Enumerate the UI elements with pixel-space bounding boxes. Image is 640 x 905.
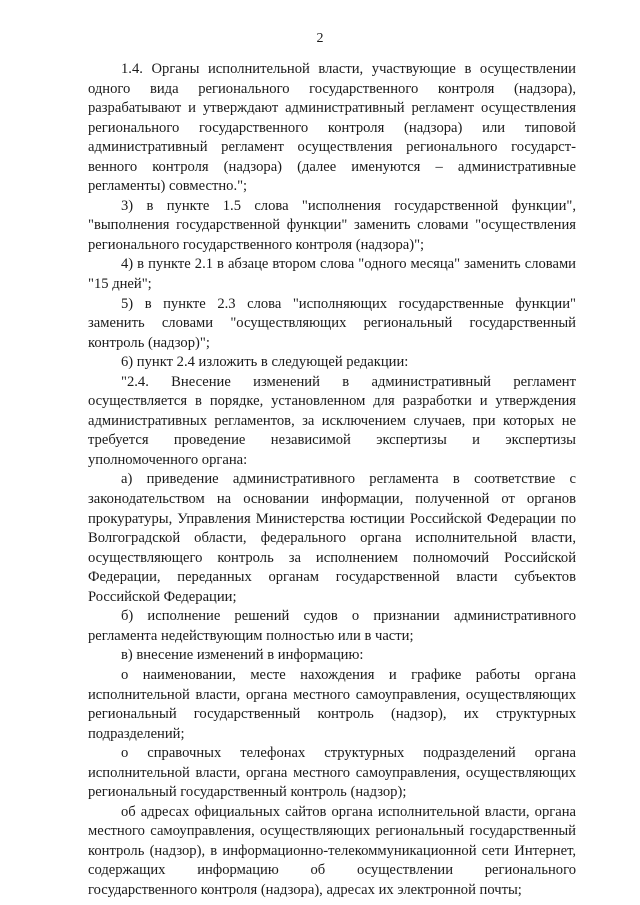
paragraph-2-4-amendments: "2.4. Внесение изменений в административный регламент осуществляется в порядке, установленном для разработки и утверждения административных регламентов, за исключением случаев, при которых не требуется проведение независимой экспертизы и экспертизы уполномоченного органа:	[88, 373, 576, 468]
paragraph-official-websites: об адресах официальных сайтов органа исполнительной власти, органа местного самоуправления, осуществляющих региональный государственный контроль (надзор), в информационно-телекоммуникационной сети Интернет, содержащих информацию об осуществлении регионального государственного контроля (надзора), адресах их электронной почты;	[88, 803, 576, 898]
paragraph-4-clause-2-1: 4) в пункте 2.1 в абзаце втором слова "одного месяца" заменить словами "15 дней";	[88, 256, 576, 293]
document-body	[88, 60, 576, 901]
paragraph-1-4-organs: 1.4. Органы исполнительной власти, участвующие в осуществлении одного вида регионального государственного контроля (надзора), разрабатывают и утверждают административный регламент осуществления регионального государственного контроля (надзора) или типовой административный регламент осуществления регионального государственного контроля (надзора) (далее именуются – административные регламенты) совместно.";	[88, 61, 576, 195]
paragraph-3-clause-1-5: 3) в пункте 1.5 слова "исполнения государственной функции", "выполнения государственной функции" заменить словами "осуществления регионального государственного контроля (надзора)";	[88, 197, 576, 253]
paragraph-b-court-decisions: б) исполнение решений судов о признании административного регламента недействующим полностью или в части;	[88, 608, 576, 644]
paragraph-reference-phones: о справочных телефонах структурных подразделений органа исполнительной власти, органа местного самоуправления, осуществляющих региональный государственный контроль (надзор);	[88, 745, 576, 801]
paragraph-name-location-schedule: о наименовании, месте нахождения и графике работы органа исполнительной власти, органа местного самоуправления, осуществляющих региональный государственный контроль (надзор), их структурных подразделений;	[88, 666, 576, 742]
paragraph-a-legislation: а) приведение административного регламента в соответствие с законодательством на основании информации, полученной от органов прокуратуры, Управления Министерства юстиции Российской Федерации по Волгоградской области, федерального органа исполнительной власти, осуществляющего контроль за исполнением полномочий Российской Федерации, переданных органам государственной власти субъектов Российской Федерации;	[88, 471, 576, 605]
paragraph-5-clause-2-3: 5) в пункте 2.3 слова "исполняющих государственные функции" заменить словами "осуществляющих региональный государственный контроль (надзор)";	[88, 295, 576, 351]
paragraph-v-information-changes: в) внесение изменений в информацию:	[121, 647, 364, 664]
paragraph-6-clause-2-4: 6) пункт 2.4 изложить в следующей редакции:	[121, 354, 409, 371]
page-number: 2	[316, 31, 324, 46]
